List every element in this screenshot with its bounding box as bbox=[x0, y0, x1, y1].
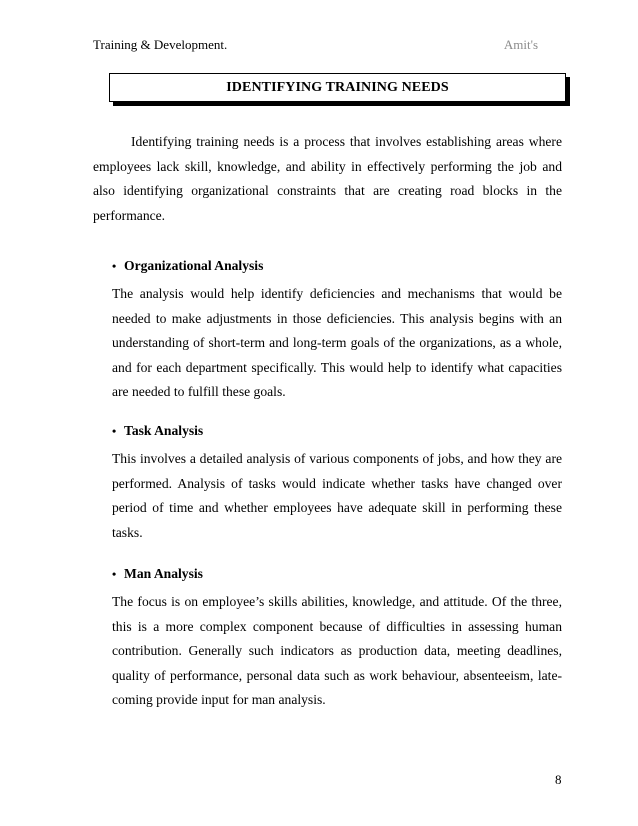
section-man-analysis bbox=[112, 562, 562, 713]
running-header-title: Training & Development. bbox=[93, 37, 228, 52]
section-heading-text: Organizational Analysis bbox=[124, 258, 264, 273]
section-task-analysis bbox=[112, 419, 562, 545]
page-number: 8 bbox=[555, 772, 562, 787]
title-box bbox=[109, 73, 566, 102]
section-body: The analysis would help identify deficiencies and mechanisms that would be needed to make adjustments in those deficiencies. This analysis begins with an understanding of short-term and long-term goals of the organizations, as a whole, and for each department specifically. This would help to identify what capacities are needed to fulfill these goals. bbox=[112, 286, 562, 399]
bullet-icon: • bbox=[112, 567, 117, 581]
intro-paragraph bbox=[93, 130, 562, 228]
section-heading-text: Man Analysis bbox=[124, 566, 203, 581]
section-body: This involves a detailed analysis of various components of jobs, and how they are performed. Analysis of tasks would indicate whether tasks have changed over period of time and whether employees have adequate skill in performing these tasks. bbox=[112, 451, 562, 540]
page-title: IDENTIFYING TRAINING NEEDS bbox=[226, 79, 449, 95]
bullet-icon: • bbox=[112, 424, 117, 438]
section-heading bbox=[112, 419, 562, 443]
bullet-icon: • bbox=[112, 259, 117, 273]
section-heading bbox=[112, 562, 562, 586]
section-body: The focus is on employee’s skills abilities, knowledge, and attitude. Of the three, this is a more complex component because of difficulties in assessing human contribution. Generally such indicators as production data, meeting deadlines, quality of performance, personal data such as work behaviour, absenteeism, late-coming provide input for man analysis. bbox=[112, 594, 562, 707]
intro-text: Identifying training needs is a process that involves establishing areas where employees lack skill, knowledge, and ability in effectively performing the job and also identifying organizational constraints that are creating road blocks in the performance. bbox=[93, 134, 562, 223]
section-heading-text: Task Analysis bbox=[124, 423, 204, 438]
section-organizational-analysis bbox=[112, 254, 562, 405]
running-header-author: Amit's bbox=[503, 37, 538, 52]
section-heading bbox=[112, 254, 562, 278]
